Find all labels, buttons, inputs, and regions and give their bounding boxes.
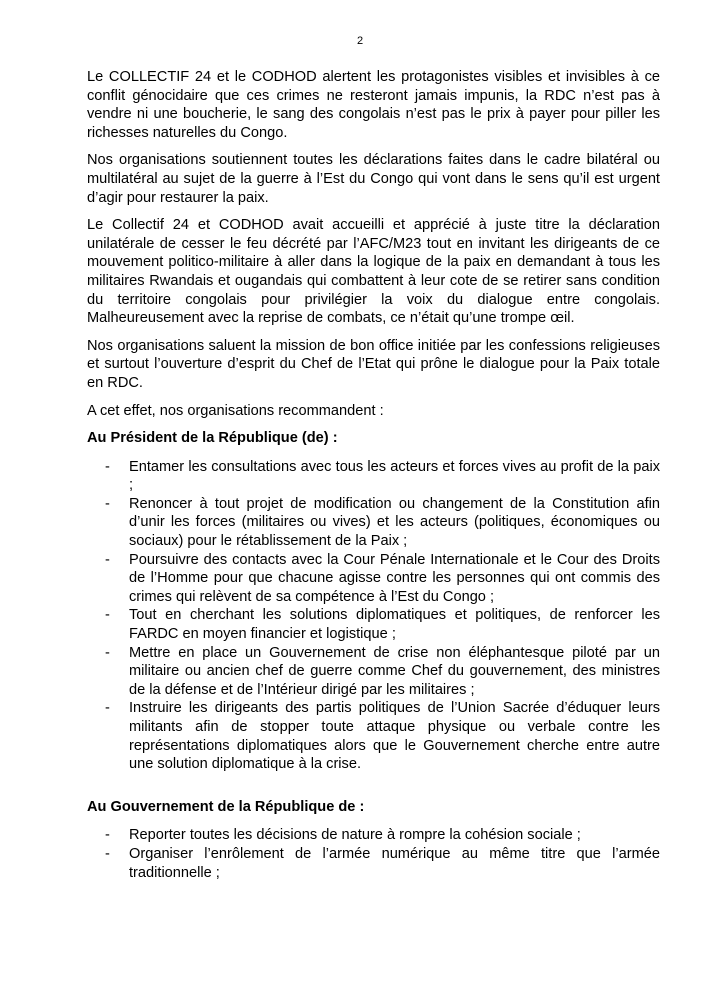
list-item xyxy=(87,644,660,700)
list-item xyxy=(87,845,660,882)
list-item-text: Entamer les consultations avec tous les acteurs et forces vives au profit de la paix ; xyxy=(129,458,660,494)
section-heading-president: Au Président de la République (de) : xyxy=(87,430,338,447)
list-item xyxy=(87,699,660,773)
bullet-dash: - xyxy=(105,827,110,844)
paragraph-ceasefire: Le Collectif 24 et CODHOD avait accueilli et apprécié à juste titre la déclaration unilatérale de cesser le feu décrété par l’AFC/M23 tout en invitant les dirigeants de ce mouvement politico-militaire à aller dans la logique de la paix en demandant à tous les militaires Rwandais et ougandais qui combattent à leur cote de se retirer sans condition du territoire congolais pour privilégier la voix du dialogue entre congolais. Malheureusement avec la reprise de combats, ce n’était qu’une trompe œil. xyxy=(87,217,660,327)
paragraph-mission: Nos organisations saluent la mission de bon office initiée par les confessions religieuses et surtout l’ouverture d’esprit du Chef de l’Etat qui prône le dialogue pour la Paix totale en RDC. xyxy=(87,337,660,391)
list-item-text: Tout en cherchant les solutions diplomatiques et politiques, de renforcer les FARDC en moyen financier et logistique ; xyxy=(129,607,660,643)
bullet-dash: - xyxy=(105,551,110,568)
list-item xyxy=(87,458,660,495)
bullet-dash: - xyxy=(105,607,110,624)
bullet-dash: - xyxy=(105,700,110,717)
list-item-text: Organiser l’enrôlement de l’armée numérique au même titre que l’armée traditionnelle ; xyxy=(129,845,660,881)
list-item xyxy=(87,606,660,643)
list-item xyxy=(87,826,660,845)
list-item xyxy=(87,551,660,607)
bullet-dash: - xyxy=(105,644,110,661)
list-item-text: Reporter toutes les décisions de nature à rompre la cohésion sociale ; xyxy=(129,827,581,844)
paragraph-alert: Le COLLECTIF 24 et le CODHOD alertent les protagonistes visibles et invisibles à ce conflit génocidaire que ces crimes ne resteront jamais impunis, la RDC n’est pas à vendre ni une boucherie, le sang des congolais n’est pas le prix à payer pour piller les richesses naturelles du Congo. xyxy=(87,69,660,141)
list-item-text: Renoncer à tout projet de modification ou changement de la Constitution afin d’unir les forces (militaires ou vives) et les acteurs (politiques, économiques ou sociaux) pour le rétablissement de la Paix ; xyxy=(129,495,660,550)
document-body xyxy=(87,68,660,882)
list-item-text: Mettre en place un Gouvernement de crise non éléphantesque piloté par un militaire ou ancien chef de guerre comme Chef du gouvernement, des ministres de la défense et de l’Intérieur dirigé par les militaires ; xyxy=(129,644,660,698)
paragraph-support: Nos organisations soutiennent toutes les déclarations faites dans le cadre bilatéral ou multilatéral au sujet de la guerre à l’Est du Congo qui vont dans le sens qu’il est urgent d’agir pour restaurer la paix. xyxy=(87,152,660,206)
section-heading-government: Au Gouvernement de la République de : xyxy=(87,798,365,815)
page-number: 2 xyxy=(356,35,364,47)
list-item xyxy=(87,495,660,551)
list-item-text: Instruire les dirigeants des partis politiques de l’Union Sacrée d’éduquer leurs militants afin de stopper toute attaque physique ou verbale contre les représentations diplomatiques alors que le Gouvernement cherche entre autre une solution diplomatique à la crise. xyxy=(129,700,660,773)
recommendation-list-government xyxy=(87,826,660,882)
bullet-dash: - xyxy=(105,845,110,862)
list-item-text: Poursuivre des contacts avec la Cour Pénale Internationale et le Cour des Droits de l’Homme pour que chacune agisse contre les personnes qui ont commis des crimes qui relèvent de sa compétence à l’Est du Congo ; xyxy=(129,551,660,605)
paragraph-recommend: A cet effet, nos organisations recommandent : xyxy=(87,402,384,419)
bullet-dash: - xyxy=(105,495,110,512)
recommendation-list-president xyxy=(87,458,660,774)
bullet-dash: - xyxy=(105,458,110,475)
